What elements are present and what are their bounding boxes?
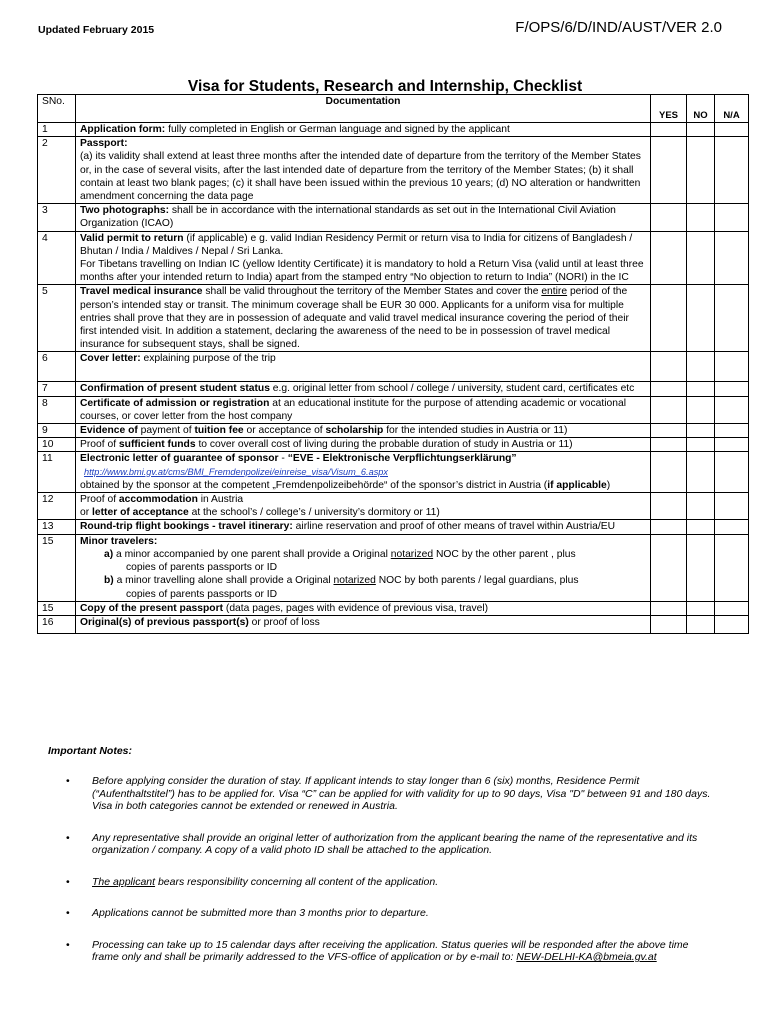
table-row xyxy=(38,615,749,633)
table-row xyxy=(38,534,749,601)
row-number: 7 xyxy=(38,382,76,396)
na-checkbox[interactable] xyxy=(715,615,749,633)
row-documentation: Passport: (a) its validity shall extend at least three months after the intended date of departure from the territory of the Member States or, in the case of several visits, after the last intended date of departure from the territory of the Member States; (b) it shall contain at least two blank pages; (c) it shall have been issued within the previous 10 years; (d) NO alteration or handwritten amendment concerning the data page xyxy=(76,137,651,204)
row-number: 12 xyxy=(38,493,76,520)
row-number: 15 xyxy=(38,601,76,615)
table-row xyxy=(38,123,749,137)
no-checkbox[interactable] xyxy=(687,396,715,423)
table-row xyxy=(38,382,749,396)
table-row xyxy=(38,520,749,534)
eve-info-link[interactable]: http://www.bmi.gv.at/cms/BMI_Fremdenpolizei/einreise_visa/Visum_6.aspx xyxy=(84,466,388,477)
row-number: 9 xyxy=(38,424,76,438)
na-checkbox[interactable] xyxy=(715,601,749,615)
na-checkbox[interactable] xyxy=(715,231,749,285)
yes-checkbox[interactable] xyxy=(651,534,687,601)
table-row xyxy=(38,424,749,438)
header-documentation: Documentation xyxy=(76,95,651,123)
table-row xyxy=(38,438,749,452)
yes-checkbox[interactable] xyxy=(651,137,687,204)
row-number: 6 xyxy=(38,352,76,382)
na-checkbox[interactable] xyxy=(715,520,749,534)
row-number: 3 xyxy=(38,204,76,231)
na-checkbox[interactable] xyxy=(715,396,749,423)
no-checkbox[interactable] xyxy=(687,231,715,285)
bullet-icon: • xyxy=(66,907,70,919)
na-checkbox[interactable] xyxy=(715,137,749,204)
row-number: 10 xyxy=(38,438,76,452)
header-yes: YES xyxy=(651,95,687,123)
table-row xyxy=(38,204,749,231)
yes-checkbox[interactable] xyxy=(651,231,687,285)
header-na: N/A xyxy=(715,95,749,123)
yes-checkbox[interactable] xyxy=(651,123,687,137)
no-checkbox[interactable] xyxy=(687,285,715,352)
row-documentation: Valid permit to return (if applicable) e g. valid Indian Residency Permit or return visa to India for citizens of Bangladesh / Bhutan / India / Maldives / Nepal / Sri Lanka. For Tibetans travelling on Indian IC (yellow Identity Certificate) it is mandatory to hold a Return Visa (valid until at least three months after your intended return to India) apart from the stamped entry “No objection to return to India” (NORI) in the IC xyxy=(76,231,651,285)
row-documentation: Confirmation of present student status e.g. original letter from school / college / university, student card, certificates etc xyxy=(76,382,651,396)
row-number: 2 xyxy=(38,137,76,204)
row-documentation: Travel medical insurance shall be valid throughout the territory of the Member States and cover the entire period of the person’s intended stay or transit. The minimum coverage shall be EUR 30 000. Applicants for a uniform visa for multiple entries shall prove that they are in possession of adequate and valid travel medical insurance covering the period of their first intended visit. In addition a statement, declaring the awareness of the need to be in possession of travel medical insurance for subsequent stays, shall be signed. xyxy=(76,285,651,352)
no-checkbox[interactable] xyxy=(687,352,715,382)
row-documentation: Round-trip flight bookings - travel itinerary: airline reservation and proof of other means of travel within Austria/EU xyxy=(76,520,651,534)
row-documentation: Certificate of admission or registration at an educational institute for the purpose of attending academic or vocational courses, or cover letter from the host company xyxy=(76,396,651,423)
row-documentation: Copy of the present passport (data pages, pages with evidence of previous visa, travel) xyxy=(76,601,651,615)
table-row xyxy=(38,285,749,352)
na-checkbox[interactable] xyxy=(715,123,749,137)
table-row xyxy=(38,452,749,493)
na-checkbox[interactable] xyxy=(715,382,749,396)
row-number: 4 xyxy=(38,231,76,285)
row-number: 5 xyxy=(38,285,76,352)
yes-checkbox[interactable] xyxy=(651,204,687,231)
no-checkbox[interactable] xyxy=(687,452,715,493)
yes-checkbox[interactable] xyxy=(651,601,687,615)
table-row xyxy=(38,231,749,285)
bullet-icon: • xyxy=(66,831,70,844)
row-number: 13 xyxy=(38,520,76,534)
table-row xyxy=(38,137,749,204)
note-item: • Before applying consider the duration of stay. If applicant intends to stay longer than 6 (six) months, Residence Permit (“Aufenthaltstitel”) has to be applied for. Visa “C” can be applied for with validity for up to 90 days, Visa "D" between 91 and 180 days. Visa in both categories cannot be extended or renewed in Austria. xyxy=(66,775,711,812)
yes-checkbox[interactable] xyxy=(651,352,687,382)
yes-checkbox[interactable] xyxy=(651,396,687,423)
yes-checkbox[interactable] xyxy=(651,285,687,352)
row-number: 15 xyxy=(38,534,76,601)
header-no: NO xyxy=(687,95,715,123)
table-row xyxy=(38,352,749,382)
yes-checkbox[interactable] xyxy=(651,493,687,520)
note-item: • The applicant bears responsibility concerning all content of the application. xyxy=(66,875,439,888)
table-header-row xyxy=(38,95,749,123)
row-number: 16 xyxy=(38,615,76,633)
no-checkbox[interactable] xyxy=(687,382,715,396)
row-documentation: Cover letter: explaining purpose of the trip xyxy=(76,352,651,382)
no-checkbox[interactable] xyxy=(687,424,715,438)
row-documentation: Proof of accommodation in Austria or letter of acceptance at the school’s / college’s / university’s dormitory or 11) xyxy=(76,493,651,520)
row-documentation: Application form: fully completed in English or German language and signed by the applicant xyxy=(76,123,651,137)
no-checkbox[interactable] xyxy=(687,493,715,520)
yes-checkbox[interactable] xyxy=(651,438,687,452)
bullet-icon: • xyxy=(66,775,70,787)
no-checkbox[interactable] xyxy=(687,123,715,137)
row-documentation: Proof of sufficient funds to cover overall cost of living during the probable duration of study in Austria or 11) xyxy=(76,438,651,452)
header-sno: SNo. xyxy=(38,95,76,123)
no-checkbox[interactable] xyxy=(687,438,715,452)
row-documentation: Minor travelers: a) a minor accompanied by one parent shall provide a Original notarized NOC by the other parent , plus copies of parents passports or ID b) a minor travelling alone shall provide a Original notarized NOC by both parents / legal guardians, plus copies of parents passports or ID xyxy=(76,534,651,601)
yes-checkbox[interactable] xyxy=(651,520,687,534)
notes-title: Important Notes: xyxy=(48,745,132,757)
bullet-icon: • xyxy=(66,875,70,888)
bullet-icon: • xyxy=(66,938,70,951)
row-documentation: Two photographs: shall be in accordance with the international standards as set out in the International Civil Aviation Organization (ICAO) xyxy=(76,204,651,231)
no-checkbox[interactable] xyxy=(687,534,715,601)
form-reference: F/OPS/6/D/IND/AUST/VER 2.0 xyxy=(515,19,722,36)
page-title: Visa for Students, Research and Internship, Checklist xyxy=(187,78,583,95)
no-checkbox[interactable] xyxy=(687,137,715,204)
na-checkbox[interactable] xyxy=(715,438,749,452)
updated-date: Updated February 2015 xyxy=(38,24,155,36)
table-row xyxy=(38,493,749,520)
na-checkbox[interactable] xyxy=(715,534,749,601)
yes-checkbox[interactable] xyxy=(651,452,687,493)
na-checkbox[interactable] xyxy=(715,285,749,352)
na-checkbox[interactable] xyxy=(715,452,749,493)
row-number: 11 xyxy=(38,452,76,493)
important-notes xyxy=(48,745,718,983)
row-documentation: Electronic letter of guarantee of sponsor - “EVE - Elektronische Verpflichtungserklärung” http://www.bmi.gv.at/cms/BMI_Fremdenpolizei/einreise_visa/Visum_6.aspx obtained by the sponsor at the competent „Fremdenpolizeibehörde“ of the sponsor’s district in Austria (if applicable) xyxy=(76,452,651,493)
email-link[interactable]: NEW-DELHI-KA@bmeia.gv.at xyxy=(516,951,657,963)
na-checkbox[interactable] xyxy=(715,352,749,382)
yes-checkbox[interactable] xyxy=(651,615,687,633)
row-documentation: Original(s) of previous passport(s) or proof of loss xyxy=(76,615,651,633)
yes-checkbox[interactable] xyxy=(651,424,687,438)
no-checkbox[interactable] xyxy=(687,601,715,615)
note-item: • Applications cannot be submitted more than 3 months prior to departure. xyxy=(66,907,429,919)
na-checkbox[interactable] xyxy=(715,204,749,231)
row-documentation: Evidence of payment of tuition fee or acceptance of scholarship for the intended studies in Austria or 11) xyxy=(76,424,651,438)
no-checkbox[interactable] xyxy=(687,615,715,633)
row-number: 1 xyxy=(38,123,76,137)
note-item: • Any representative shall provide an original letter of authorization from the applicant bearing the name of the representative and its organization / company. A copy of a valid photo ID shall be attached to the application. xyxy=(66,831,698,856)
no-checkbox[interactable] xyxy=(687,204,715,231)
yes-checkbox[interactable] xyxy=(651,382,687,396)
table-row xyxy=(38,396,749,423)
na-checkbox[interactable] xyxy=(715,424,749,438)
note-item: • Processing can take up to 15 calendar days after receiving the application. Status queries will be responded after the above time frame only and shall be primarily addressed to the VFS-office of application or by e-mail to: NEW-DELHI-KA@bmeia.gv.at xyxy=(66,938,689,963)
na-checkbox[interactable] xyxy=(715,493,749,520)
table-row xyxy=(38,601,749,615)
no-checkbox[interactable] xyxy=(687,520,715,534)
checklist-table xyxy=(37,94,749,634)
row-number: 8 xyxy=(38,396,76,423)
